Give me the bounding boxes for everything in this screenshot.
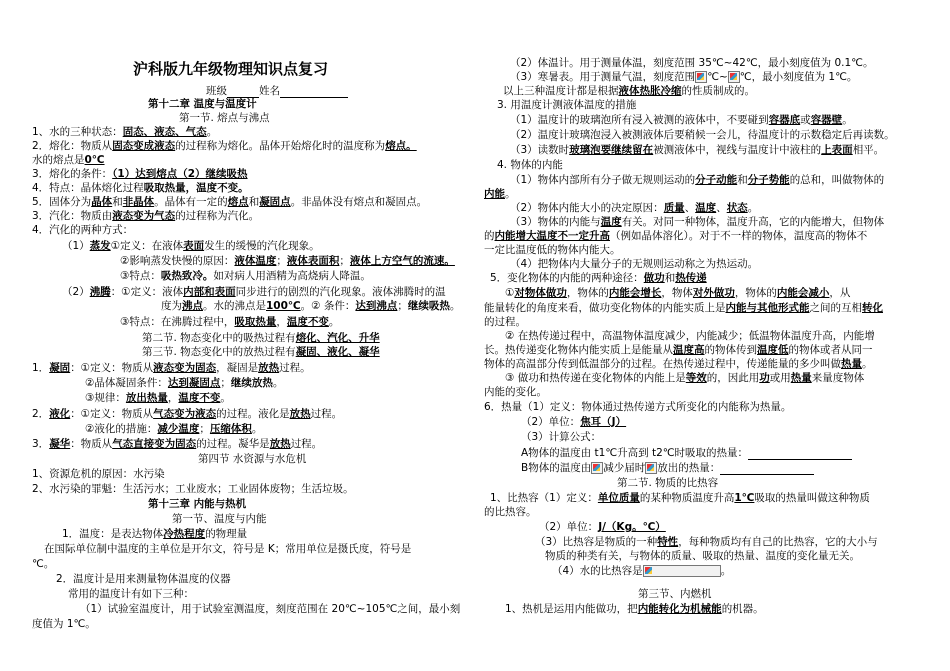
text-line: 在国际单位制中温度的主单位是开尔文，符号是 K；常用单位是摄氏度，符号是 [44, 543, 412, 555]
section-heading: 第三节、内燃机 [638, 588, 712, 600]
text-line: ②影响蒸发快慢的原因：液体温度；液体表面积；液体上方空气的流速。 [120, 255, 455, 267]
embedded-image-icon [643, 565, 721, 577]
text-line: （2）体温计。用于测量体温，刻度范围 35℃~42℃，最小刻度值为 0.1℃。 [510, 57, 874, 69]
text-line: （4）水的比热容是 。 [552, 565, 732, 577]
section-heading: 第二节. 物质的比热容 [617, 477, 719, 489]
section-heading: 第二节. 物态变化中的吸热过程有熔化、汽化、升华 [142, 332, 380, 344]
text-line: 3．汽化：物质由液态变为气态的过程称为汽化。 [32, 210, 260, 222]
text-line: 2．温度计是用来测量物体温度的仪器 [56, 573, 231, 585]
text-line: （2）沸腾：①定义：液体内部和表面同步进行的剧烈的汽化现象。液体沸腾时的温 [62, 286, 446, 298]
answer-blank[interactable] [748, 448, 852, 460]
text-line: ② 在热传递过程中，高温物体温度减少，内能减少；低温物体温度升高，内能增 [505, 330, 875, 342]
class-label: 班级 [206, 85, 227, 97]
text-line: （3）读数时玻璃泡要继续留在被测液体中，视线与温度计中液柱的上表面相平。 [510, 144, 885, 156]
text-line: 物体的高温部分传到低温部分的过程。在热传递过程中，传递能量的多少叫做热量。 [484, 358, 873, 370]
text-line: 内能。 [484, 188, 516, 200]
text-line: 2．熔化：物质从固态变成液态的过程称为熔化。晶体开始熔化时的温度称为熔点。 [32, 140, 417, 152]
text-line: 以上三种温度计都是根据液体热胀冷缩的性质制成的。 [503, 85, 755, 97]
text-line: 4. 物体的内能 [497, 159, 563, 171]
text-line: 1．温度：是表达物体冷热程度的物理量 [62, 528, 248, 540]
section-heading: 第一节、温度与内能 [172, 513, 267, 525]
text-line: 1、水的三种状态：固态、液态、气态。 [32, 126, 218, 138]
text-line: 的比热容。 [484, 506, 537, 518]
embedded-image-icon [728, 71, 740, 83]
text-line: 4．汽化的两种方式： [32, 224, 134, 236]
text-line: B物体的温度由 减少届时 放出的热量： [521, 461, 814, 475]
text-line: 1、比热容（1）定义：单位质量的某种物质温度升高1℃吸取的热量叫做这种物质 [490, 492, 870, 504]
text-line: 2．液化：①定义：物质从气态变为液态的过程。液化是放热过程。 [32, 408, 343, 420]
embedded-image-icon [645, 462, 657, 474]
text-line: （4）把物体内大量分子的无规则运动称之为热运动。 [510, 258, 759, 270]
text-line: 3. 用温度计测液体温度的措施 [497, 99, 637, 111]
text-line: 4．特点：晶体熔化过程吸取热量，温度不变。 [32, 182, 249, 194]
text-line: （2）温度计玻璃泡浸入被测液体后要稍候一会儿，待温度计的示数稳定后再读数。 [510, 129, 895, 141]
name-blank[interactable] [280, 86, 348, 98]
answer-blank[interactable] [720, 463, 814, 475]
text-line: （2）单位：焦耳（J） [521, 416, 627, 428]
chapter-13-heading: 第十三章 内能与热机 [148, 498, 247, 510]
text-line: （2）单位：J/（Kg。℃） [539, 521, 666, 533]
text-line: 度值为 1℃。 [32, 618, 96, 630]
embedded-image-icon [591, 462, 603, 474]
text-line: 1．凝固：①定义：物质从液态变为固态，凝固是放热过程。 [32, 362, 311, 374]
section-heading: 第四节 水资源与水危机 [198, 453, 307, 465]
text-line: 6．热量（1）定义：物体通过热传递方式所变化的内能称为热量。 [484, 401, 792, 413]
text-line: ②液化的措施：减少温度；压缩体积。 [85, 423, 263, 435]
text-line: 的内能增大温度不一定升高（例如晶体溶化）。对于不一样的物体，温度高的物体不 [484, 230, 868, 242]
text-line: （3）计算公式： [521, 431, 602, 443]
text-line: （1）物体内部所有分子做无规则运动的分子动能和分子势能的总和，叫做物体的 [510, 174, 885, 186]
text-line: ②晶体凝固条件：达到凝固点；继续放热。 [85, 377, 284, 389]
text-line: ③特点：在沸腾过程中，吸取热量，温度不变。 [120, 316, 340, 328]
text-line: ③ 做功和热传递在变化物体的内能上是等效的，因此用功或用热量来量度物体 [505, 372, 865, 384]
text-line: 3．熔化的条件：（1）达到熔点（2）继续吸热 [32, 168, 248, 180]
text-line: 5．固体分为晶体和非晶体。晶体有一定的熔点和凝固点。非晶体没有熔点和凝固点。 [32, 196, 428, 208]
text-line: （2）物体内能大小的决定原因：质量、温度、状态。 [510, 202, 759, 214]
text-line: 度为沸点。水的沸点是100℃。② 条件：达到沸点；继续吸热。 [161, 300, 461, 312]
text-line: （1）试验室温度计，用于试验室测温度，刻度范围在 20℃~105℃之间，最小刻 [80, 603, 461, 615]
document-title: 沪科版九年级物理知识点复习 [133, 60, 329, 78]
text-line: ℃。 [32, 558, 55, 570]
text-line: ①对物体做功，物体的内能会增长，物体对外做功，物体的内能会减小，从 [505, 287, 851, 299]
text-line: 3．凝华：物质从气态直接变为固态的过程。凝华是放热过程。 [32, 438, 323, 450]
text-line: 一定比温度低的物体内能大。 [484, 244, 621, 256]
text-line: （3）比热容是物质的一种特性，每种物质均有自己的比热容，它的大小与 [535, 536, 878, 548]
text-line: 2、水污染的罪魁：生活污水；工业废水；工业固体废物；生活垃圾。 [32, 483, 354, 495]
text-line: 能量转化的角度来看，做功变化物体的内能实质上是内能与其他形式能之间的互相转化 [484, 302, 883, 314]
text-line: （3）寒暑表。用于测量气温，刻度范围 ℃~ ℃，最小刻度值为 1℃。 [510, 71, 858, 83]
section-heading: 第一节. 熔点与沸点 [179, 112, 270, 124]
embedded-image-icon [695, 71, 707, 83]
text-line: 的过程。 [484, 316, 526, 328]
text-line: （1）蒸发①定义：在液体表面发生的缓慢的汽化现象。 [62, 240, 320, 252]
text-line: 5．变化物体的内能的两种途径：做功和热传递 [490, 272, 707, 284]
text-line: 常用的温度计有如下三种： [68, 588, 194, 600]
text-line: ③规律：放出热量，温度不变。 [85, 392, 231, 404]
name-label: 姓名 [259, 85, 280, 97]
text-line: 内能的变化。 [484, 386, 547, 398]
class-name-line [206, 84, 348, 98]
text-line: 物质的种类有关，与物体的质量、吸取的热量、温度的变化量无关。 [545, 550, 860, 562]
text-line: （1）温度计的玻璃泡所有浸入被测的液体中，不要碰到容器底或容器壁。 [510, 114, 853, 126]
text-line: 长。热传递变化物体内能实质上是能量从温度高的物体传到温度低的物体或者从同一 [484, 344, 873, 356]
text-line: 1、热机是运用内能做功，把内能转化为机械能的机器。 [505, 603, 764, 615]
chapter-12-heading: 第十二章 温度与温度计 [148, 98, 257, 110]
section-heading: 第三节. 物态变化中的放热过程有凝固、液化、凝华 [142, 346, 380, 358]
text-line: （3）物体的内能与温度有关。对同一种物体，温度升高，它的内能增大，但物体 [510, 216, 885, 228]
text-line: 1、资源危机的原因：水污染 [32, 468, 165, 480]
text-line: ③特点：吸热致冷。如对病人用酒精为高烧病人降温。 [120, 270, 371, 282]
text-line: A物体的温度由 t1℃升高到 t2℃时吸取的热量： [521, 446, 852, 460]
text-line: 水的熔点是0℃ [32, 154, 105, 166]
